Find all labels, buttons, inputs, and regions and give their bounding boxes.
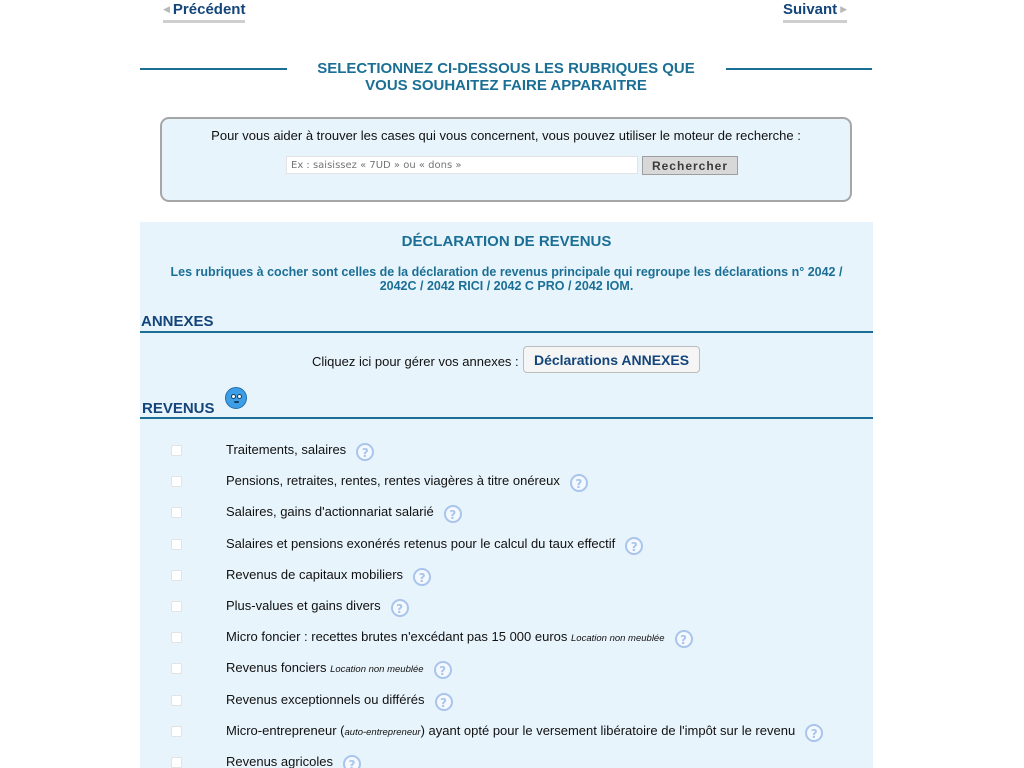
declaration-subtitle: Les rubriques à cocher sont celles de la déclaration de revenus principale qui regroupe les déclarations n° 2042 / 2042C / 2042 RICI / 2042 C PRO / 2042 IOM. [170,265,843,293]
list-item [140,434,873,465]
annexes-label: Cliquez ici pour gérer vos annexes : [312,354,519,369]
list-item [140,590,873,621]
question-mark-icon[interactable]: ? [444,505,462,523]
annexes-row [140,346,873,374]
checkbox[interactable] [171,570,182,581]
title-divider-left [140,68,287,70]
question-mark-icon[interactable]: ? [413,568,431,586]
question-mark-icon[interactable]: ? [343,755,361,768]
declaration-title: DÉCLARATION DE REVENUS [401,233,612,250]
list-item [140,465,873,496]
annexes-button[interactable]: Déclarations ANNEXES [523,346,700,373]
question-mark-icon[interactable]: ? [570,474,588,492]
item-label: Plus-values et gains divers ? [226,598,409,617]
item-label: Revenus de capitaux mobiliers ? [226,567,431,586]
page-title-line-2: VOUS SOUHAITEZ FAIRE APPARAITRE [365,77,647,94]
item-label: Traitements, salaires ? [226,442,374,461]
search-button[interactable]: Rechercher [642,156,738,175]
list-item [140,621,873,652]
item-label: Salaires et pensions exonérés retenus pour le calcul du taux effectif ? [226,536,643,555]
question-mark-icon[interactable]: ? [435,693,453,711]
item-label: Micro foncier : recettes brutes n'excédant pas 15 000 euros Location non meublée ? [226,629,693,648]
list-item [140,652,873,683]
question-mark-icon[interactable]: ? [391,599,409,617]
checkbox[interactable] [171,632,182,643]
list-item [140,715,873,746]
previous-label: Précédent [172,1,246,18]
checkbox[interactable] [171,757,182,768]
question-mark-icon[interactable]: ? [805,724,823,742]
annexes-heading: ANNEXES [141,313,214,330]
list-item [140,496,873,527]
list-item [140,746,873,768]
title-divider-right [726,68,872,70]
checkbox[interactable] [171,726,182,737]
page-title-line-1: SELECTIONNEZ CI-DESSOUS LES RUBRIQUES QUE [317,60,695,77]
list-item [140,684,873,715]
triangle-right-icon: ▶ [840,4,848,14]
annexes-section-header [140,307,873,333]
search-help-text: Pour vous aider à trouver les cases qui vous concernent, vous pouvez utiliser le moteur de recherche : [211,128,801,143]
question-mark-icon[interactable]: ? [434,661,452,679]
robot-assistant-icon[interactable] [225,387,247,409]
question-mark-icon[interactable]: ? [356,443,374,461]
triangle-left-icon: ◀ [163,4,170,14]
item-label: Salaires, gains d'actionnariat salarié ? [226,504,462,523]
item-label: Micro-entrepreneur (auto-entrepreneur) ayant opté pour le versement libératoire de l'impôt sur le revenu ? [226,723,823,742]
search-box [160,117,852,202]
item-label: Revenus agricoles ? [226,754,361,768]
list-item [140,528,873,559]
declaration-panel [140,222,873,768]
checkbox[interactable] [171,663,182,674]
checkbox[interactable] [171,445,182,456]
checkbox[interactable] [171,695,182,706]
checkbox[interactable] [171,507,182,518]
checkbox[interactable] [171,601,182,612]
checkbox[interactable] [171,476,182,487]
previous-link[interactable] [163,0,245,23]
item-label: Pensions, retraites, rentes, rentes viagères à titre onéreux ? [226,473,588,492]
revenus-section-header [140,391,873,419]
search-input[interactable] [286,156,638,174]
revenus-list [140,434,873,768]
question-mark-icon[interactable]: ? [675,630,693,648]
item-label: Revenus fonciers Location non meublée ? [226,660,452,679]
next-label: Suivant [783,1,838,18]
item-label: Revenus exceptionnels ou différés ? [226,692,453,711]
page-title [296,60,716,94]
next-link[interactable] [783,0,847,23]
question-mark-icon[interactable]: ? [625,537,643,555]
checkbox[interactable] [171,539,182,550]
revenus-heading: REVENUS [142,400,215,417]
list-item [140,559,873,590]
